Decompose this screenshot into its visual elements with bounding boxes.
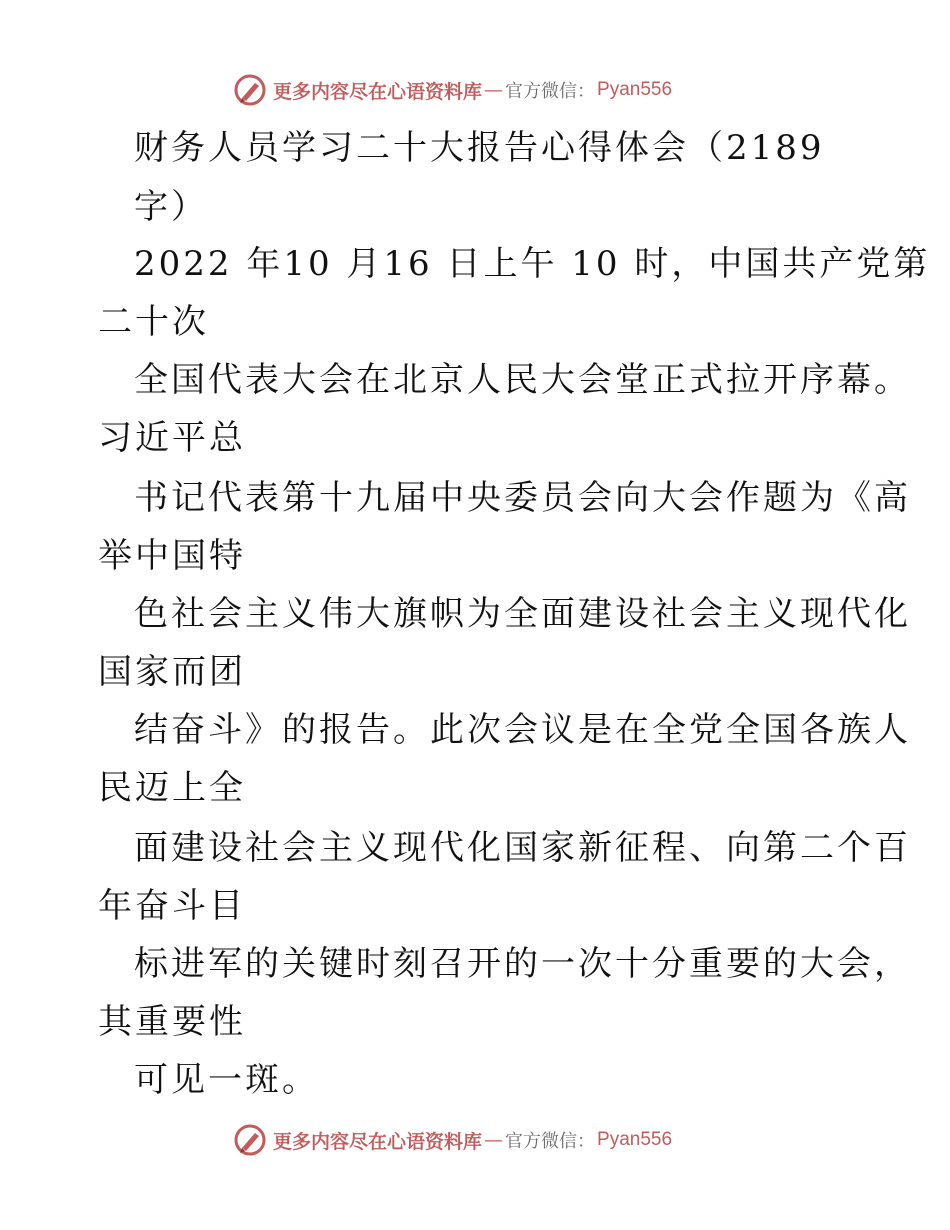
paragraph-line: 色社会主义伟大旗帜为全面建设社会主义现代化 bbox=[134, 594, 911, 634]
promo-text: 更多内容尽在心语资料库 bbox=[273, 1130, 483, 1153]
paragraph-line: 举中国特 bbox=[98, 536, 246, 576]
pen-logo-icon bbox=[233, 1123, 267, 1157]
official-wechat-label: 官方微信： bbox=[505, 1131, 596, 1152]
wechat-id: Pyan556 bbox=[597, 1129, 673, 1150]
paragraph-line: 结奋斗》的报告。此次会议是在全党全国各族人 bbox=[134, 710, 911, 750]
official-wechat-label: 官方微信： bbox=[505, 81, 596, 102]
paragraph-line: 年奋斗目 bbox=[98, 886, 246, 926]
pen-logo-icon bbox=[233, 73, 267, 107]
paragraph-line: 二十次 bbox=[98, 302, 209, 342]
separator-dash: — bbox=[484, 1129, 504, 1151]
paragraph-line: 习近平总 bbox=[98, 418, 246, 458]
separator-dash: — bbox=[484, 79, 504, 101]
doc-title-line-1: 财务人员学习二十大报告心得体会（2189 bbox=[134, 128, 825, 168]
paragraph-line: 可见一斑。 bbox=[134, 1060, 319, 1100]
paragraph-line: 全国代表大会在北京人民大会堂正式拉开序幕。 bbox=[134, 360, 911, 400]
paragraph-line: 书记代表第十九届中央委员会向大会作题为《高 bbox=[134, 478, 911, 518]
header-banner bbox=[233, 70, 672, 110]
paragraph-line: 2022 年10 月16 日上午 10 时，中国共产党第 bbox=[134, 244, 931, 284]
paragraph-line: 面建设社会主义现代化国家新征程、向第二个百 bbox=[134, 828, 911, 868]
paragraph-line: 标进军的关键时刻召开的一次十分重要的大会， bbox=[134, 944, 911, 984]
wechat-id: Pyan556 bbox=[597, 79, 673, 100]
promo-text: 更多内容尽在心语资料库 bbox=[273, 80, 483, 103]
paragraph-line: 其重要性 bbox=[98, 1002, 246, 1042]
doc-title-line-2: 字） bbox=[134, 187, 208, 227]
paragraph-line: 国家而团 bbox=[98, 652, 246, 692]
paragraph-line: 民迈上全 bbox=[98, 768, 246, 808]
footer-banner bbox=[233, 1120, 672, 1160]
